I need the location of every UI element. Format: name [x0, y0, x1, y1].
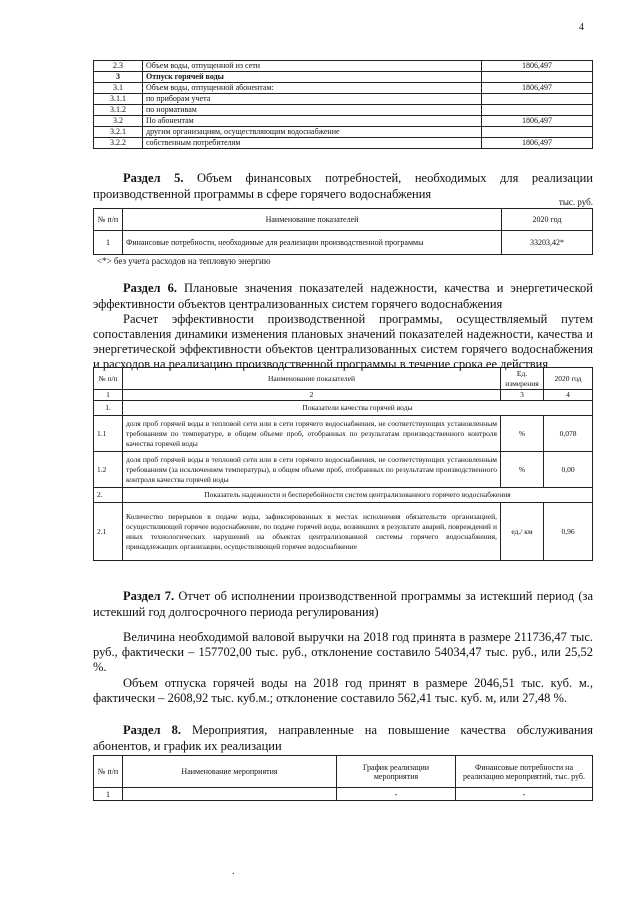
section7-heading: [93, 588, 593, 620]
section5-heading: [93, 170, 593, 202]
water-row-value: 1806,497: [482, 138, 593, 149]
water-row-num: 3.1.2: [94, 105, 143, 116]
section5-units: тыс. руб.: [558, 197, 593, 207]
water-row-name: другим организациям, осуществляющим водоснабжение: [143, 127, 482, 138]
ind-row-1-1-value: 0,078: [544, 416, 593, 452]
water-row-name: по нормативам: [143, 105, 482, 116]
ind-colnum-2: 2: [123, 390, 501, 401]
measures-header-num: № п/п: [94, 756, 123, 788]
water-table-row: [94, 94, 593, 105]
finance-header-num: № п/п: [94, 209, 123, 231]
water-table-row: [94, 61, 593, 72]
section7-paragraph-2: Объем отпуска горячей воды на 2018 год принят в размере 2046,51 тыс. куб. м., фактически – 2608,92 тыс. куб.м.; отклонение составило 562,41 тыс. куб. м, или 27,48 %.: [93, 676, 593, 705]
measures-row-finance: -: [456, 788, 593, 801]
ind-header-num: № п/п: [94, 368, 123, 390]
measures-row-num: 1: [94, 788, 123, 801]
water-row-value: [482, 94, 593, 105]
section6-heading: [93, 280, 593, 312]
ind-row-1-1-num: 1.1: [94, 416, 123, 452]
section7-paragraph-1: Величина необходимой валовой выручки на 2018 год принята в размере 211736,47 тыс. руб., фактически – 157702,00 тыс. руб., отклонение составило 54034,47 тыс. руб., или 25,52 %.: [93, 630, 593, 674]
water-table-row: [94, 105, 593, 116]
water-row-num: 3.1: [94, 83, 143, 94]
ind-row-1-2-name: доля проб горячей воды в тепловой сети или в сети горячего водоснабжения, не соответствующих установленным требованиям (за исключением температуры), в общем объеме проб, отобранных по результатам производственного контроля качества горячей воды: [123, 452, 501, 488]
measures-header-finance: Финансовые потребности на реализацию мероприятий, тыс. руб.: [456, 756, 593, 788]
water-row-value: [482, 105, 593, 116]
finance-row-name: Финансовые потребности, необходимые для реализации производственной программы: [123, 231, 502, 255]
water-row-num: 2.3: [94, 61, 143, 72]
ind-row-1-2-unit: %: [501, 452, 544, 488]
ind-row-2-1-name: Количество перерывов в подаче воды, зафиксированных в местах исполнения обязательств организацией, осуществляющей горячее водоснабжение, по подаче горячей воды, возникших в результате аварий, повреждений и иных технологических нарушений на объектах централизованной системы горячего водоснабжения, принадлежащих организации, осуществляющей горячее водоснабжение: [123, 503, 501, 561]
water-row-name: Объем воды, отпущенной из сети: [143, 61, 482, 72]
water-row-value: [482, 127, 593, 138]
ind-colnum-3: 3: [501, 390, 544, 401]
ind-colnum-4: 4: [544, 390, 593, 401]
ind-group2-num: 2.: [94, 488, 123, 503]
water-row-num: 3.2: [94, 116, 143, 127]
section8-heading: [93, 722, 593, 754]
water-table-row: [94, 72, 593, 83]
ind-row-1-1-name: доля проб горячей воды в тепловой сети или в сети горячего водоснабжения, не соответствующих установленным требованиям по температуре, в общем объеме проб, отобранных по результатам производственного контроля качества горячей воды: [123, 416, 501, 452]
section8-label: Раздел 8.: [123, 723, 181, 737]
finance-header-year: 2020 год: [502, 209, 593, 231]
ind-group2-title: Показатель надежности и бесперебойности систем централизованного горячего водоснабжения: [123, 488, 593, 503]
water-row-name: По абонентам: [143, 116, 482, 127]
ind-row-2-1-num: 2.1: [94, 503, 123, 561]
ind-row-1-2-num: 1.2: [94, 452, 123, 488]
footer-mark: .: [232, 866, 235, 877]
ind-header-unit: Ед. измерения: [501, 368, 544, 390]
section5-note: <*> без учета расходов на тепловую энергию: [97, 256, 271, 266]
ind-group1-title: Показатели качества горячей воды: [123, 401, 593, 416]
water-row-value: 1806,497: [482, 83, 593, 94]
section6-label: Раздел 6.: [123, 281, 177, 295]
water-table-row: [94, 116, 593, 127]
water-row-value: [482, 72, 593, 83]
ind-header-name: Наименование показателей: [123, 368, 501, 390]
ind-header-year: 2020 год: [544, 368, 593, 390]
section5-title: Объем финансовых потребностей, необходимых для реализации производственной программы в сфере горячего водоснабжения: [93, 171, 593, 201]
water-row-num: 3.2.2: [94, 138, 143, 149]
section5-label: Раздел 5.: [123, 171, 184, 185]
water-volume-table: [93, 60, 593, 149]
finance-header-name: Наименование показателей: [123, 209, 502, 231]
water-table-row: [94, 83, 593, 94]
measures-header-schedule: График реализации мероприятия: [337, 756, 456, 788]
measures-table: [93, 755, 593, 801]
water-row-num: 3: [94, 72, 143, 83]
water-row-name: по приборам учета: [143, 94, 482, 105]
section6-title: Плановые значения показателей надежности, качества и энергетической эффективности объектов централизованных систем горячего водоснабжения: [93, 281, 593, 311]
section8-title: Мероприятия, направленные на повышение качества обслуживания абонентов, и график их реализации: [93, 723, 593, 753]
measures-row-name: [123, 788, 337, 801]
water-row-num: 3.2.1: [94, 127, 143, 138]
finance-row-num: 1: [94, 231, 123, 255]
ind-row-2-1-value: 0,96: [544, 503, 593, 561]
indicators-table: [93, 367, 593, 561]
finance-row-value: 33203,42*: [502, 231, 593, 255]
finance-table: [93, 208, 593, 255]
water-row-num: 3.1.1: [94, 94, 143, 105]
water-table-row: [94, 138, 593, 149]
ind-colnum-1: 1: [94, 390, 123, 401]
water-row-name: Отпуск горячей воды: [143, 72, 482, 83]
ind-row-1-2-value: 0,00: [544, 452, 593, 488]
ind-row-1-1-unit: %: [501, 416, 544, 452]
water-table-row: [94, 127, 593, 138]
water-row-name: Объем воды, отпущенной абонентам:: [143, 83, 482, 94]
section7-label: Раздел 7.: [123, 589, 175, 603]
section6-paragraph: Расчет эффективности производственной программы, осуществляемый путем сопоставления динамики изменения плановых значений показателей надежности, качества и энергетической эффективности объектов централизованных систем горячего водоснабжения и расходов на реализацию производственной программы в течение срока ее действия: [93, 312, 593, 371]
page-number: 4: [579, 22, 584, 33]
ind-row-2-1-unit: ед./ км: [501, 503, 544, 561]
measures-row-schedule: -: [337, 788, 456, 801]
water-row-value: 1806,497: [482, 116, 593, 127]
water-row-value: 1806,497: [482, 61, 593, 72]
section7-title: Отчет об исполнении производственной программы за истекший период (за истекший год долгосрочного периода регулирования): [93, 589, 593, 619]
ind-group1-num: 1.: [94, 401, 123, 416]
measures-header-name: Наименование мероприятия: [123, 756, 337, 788]
water-row-name: собственным потребителям: [143, 138, 482, 149]
